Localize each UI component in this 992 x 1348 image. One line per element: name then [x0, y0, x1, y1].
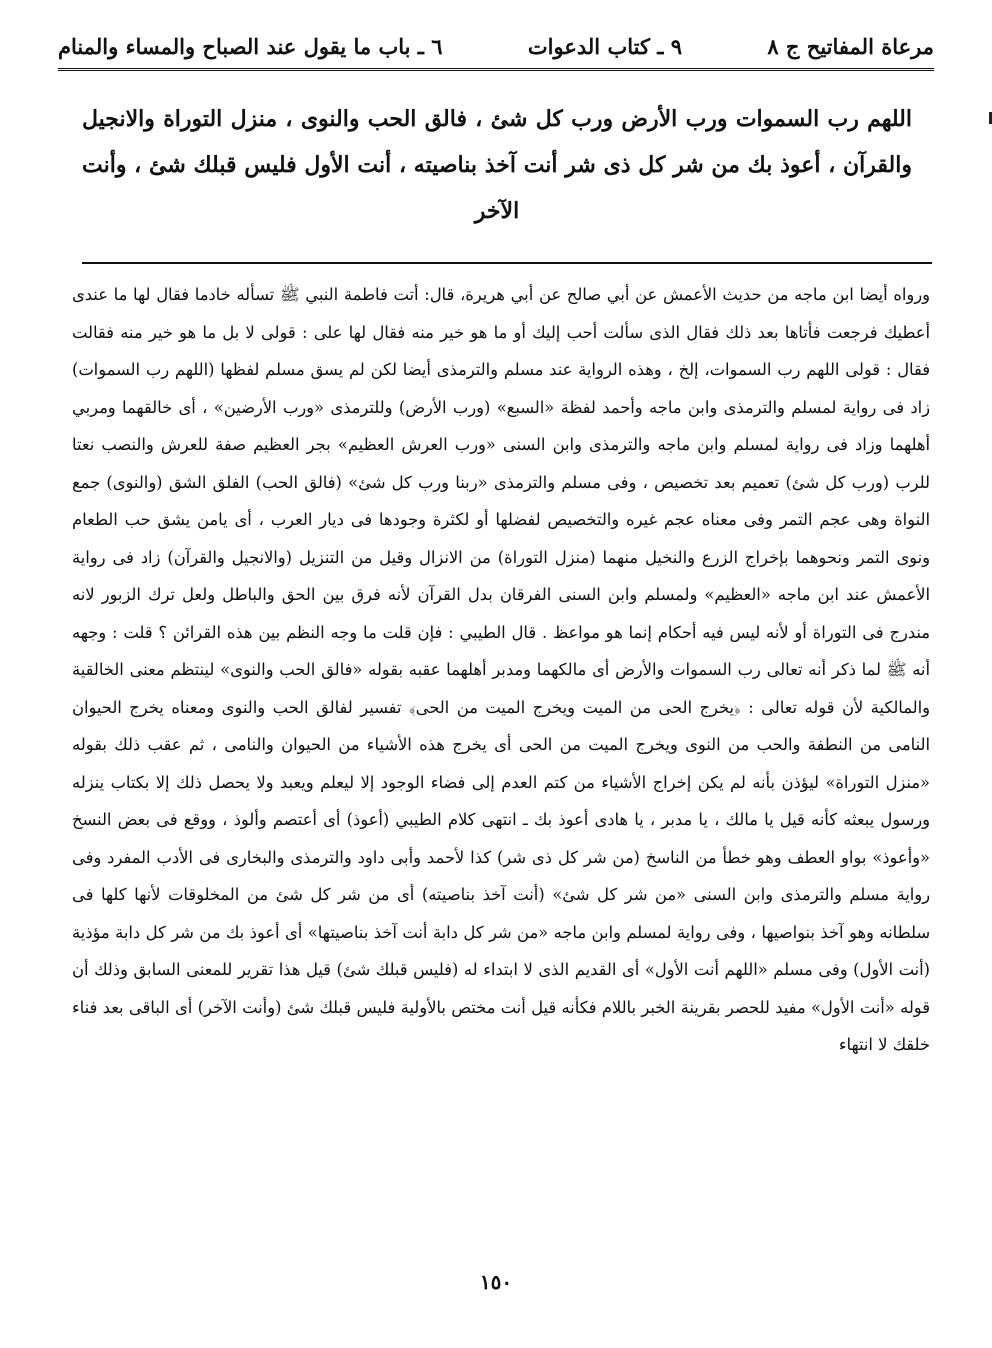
- commentary-block: [72, 276, 930, 1064]
- header-kitab: ٩ ـ كتاب الدعوات: [527, 33, 682, 59]
- header-bab: ٦ ـ باب ما يقول عند الصباح والمساء والمنام: [58, 33, 443, 59]
- footnote-divider: [82, 262, 932, 264]
- commentary-paragraph: ورواه أيضا ابن ماجه من حديث الأعمش عن أبي صالح عن أبي هريرة، قال: أتت فاطمة النبي ﷺ تسأله خادما فقال لها ما عندى أعطيك فرجعت فأتاها بعد ذلك فقال الذى سألت أحب إليك أو ما هو خير منه فقال لها على : قولى لا بل ما هو خير منه فقالت فقال : قولى اللهم رب السموات، إلخ ، وهذه الرواية عند مسلم والترمذى أيضا لكن لم يسق مسلم لفظها (اللهم رب السموات) زاد فى رواية لمسلم والترمذى وابن ماجه وأحمد لفظة «السبع» (ورب الأرض) وللترمذى «ورب الأرضين» ، أى خالقهما ومربي أهلهما وزاد فى رواية لمسلم وابن ماجه والترمذى وابن السنى «ورب العرش العظيم» بجر العظيم صفة للعرش والنصب نعتا للرب (ورب كل شئ) تعميم بعد تخصيص ، وفى مسلم والترمذى «ربنا ورب كل شئ» (فالق الحب) الفلق الشق (والنوى) جمع النواة وهى عجم التمر وفى معناه عجم غيره والتخصيص لفضلها أو لكثرة وجودها فى ديار العرب ، أى يامن يشق حب الطعام ونوى التمر ونحوهما بإخراج الزرع والنخيل منهما (منزل التوراة) من الانزال وقيل من التنزيل (والانجيل والقرآن) زاد فى رواية الأعمش عند ابن ماجه «العظيم» ولمسلم وابن السنى الفرقان بدل القرآن لأنه فرق بين الحق والباطل ولعل ترك الزبور لانه مندرج فى التوراة أو لأنه ليس فيه أحكام إنما هو مواعظ . قال الطيبي : فإن قلت ما وجه النظم بين هذه القرائن ؟ قلت : وجهه أنه ﷺ لما ذكر أنه تعالى رب السموات والأرض أى مالكهما ومدبر أهلهما عقبه بقوله «فالق الحب والنوى» لينتظم معنى الخالقية والمالكية لأن قوله تعالى : ﴿يخرج الحى من الميت ويخرج الميت من الحى﴾ تفسير لفالق الحب والنوى ومعناه يخرج الحيوان النامى من النطفة والحب من النوى ويخرج الميت من الحى أى يخرج هذه الأشياء من الحيوان والنامى ، ثم عقب ذلك بقوله «منزل التوراة» ليؤذن بأنه لم يكن إخراج الأشياء من كتم العدم إلى فضاء الوجود إلا ليعلم ويعبد ولا يحصل ذلك إلا بكتاب ينزله ورسول يبعثه كأنه قيل يا مالك ، يا مدبر ، يا هادى أعوذ بك ـ انتهى كلام الطيبي (أعوذ) أى أعتصم وألوذ ، ووقع فى بعض النسخ «وأعوذ» بواو العطف وهو خطأ من الناسخ (من شر كل ذى شر) كذا لأحمد وأبى داود والترمذى والبخارى فى الأدب المفرد وفى رواية مسلم والترمذى وابن السنى «من شر كل شئ» (أنت آخذ بناصيته) أى من شر كل شئ من المخلوقات لأنها كلها فى سلطانه وهو آخذ بنواصيها ، وفى رواية لمسلم وابن ماجه «من شر كل دابة أنت آخذ بناصيتها» أى أعوذ بك من شر كل دابة مؤذية (أنت الأول) وفى مسلم «اللهم أنت الأول» أى القديم الذى لا ابتداء له (فليس قبلك شئ) قيل هذا تقرير للمعنى السابق وذلك أن قوله «أنت الأول» مفيد للحصر بقرينة الخبر باللام فكأنه قيل أنت مختص بالأولية فليس قبلك شئ (وأنت الآخر) أى الباقى بعد فناء خلقك لا انتهاء: [72, 285, 930, 1054]
- header-divider: [58, 68, 934, 71]
- running-header: [58, 26, 934, 66]
- header-book-title: مرعاة المفاتيح ج ٨: [767, 33, 934, 59]
- page-number: ١٥٠: [479, 1270, 513, 1294]
- hadith-text: اللهم رب السموات ورب الأرض ورب كل شئ ، فالق الحب والنوى ، منزل التوراة والانجيل والقرآن ، أعوذ بك من شر كل ذى شر أنت آخذ بناصيته ، أنت الأول فليس قبلك شئ ، وأنت الآخر: [82, 106, 912, 224]
